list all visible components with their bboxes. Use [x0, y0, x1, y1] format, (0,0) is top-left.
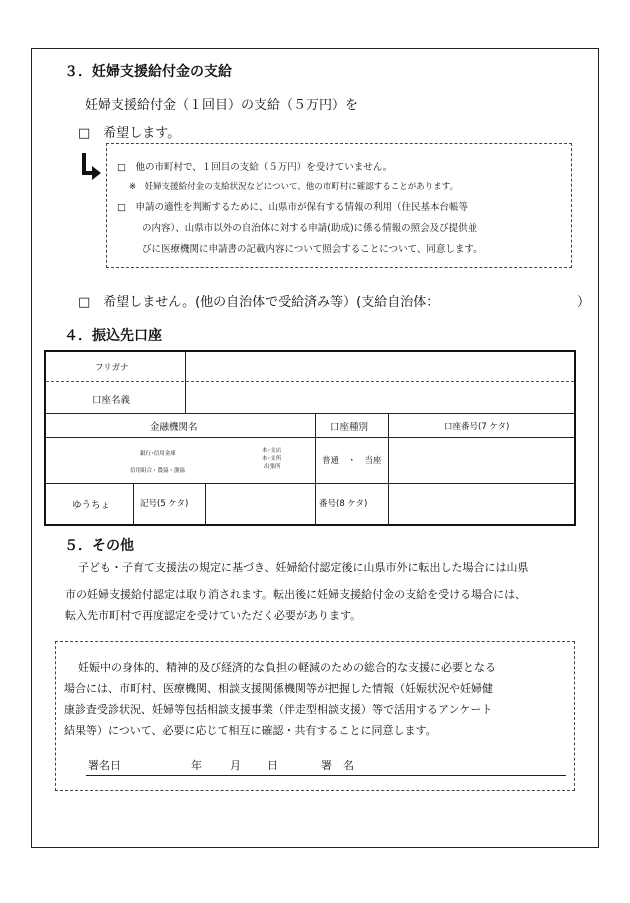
checkbox-consent-info[interactable]: □ 申請の適性を判断するために、山県市が保有する情報の利用（住民基本台帳等 [117, 202, 468, 213]
kigo-label: 記号(5 ケタ) [140, 499, 189, 509]
account-number-field[interactable] [390, 439, 573, 482]
branch-line3: 出張所 [264, 464, 281, 470]
checkbox-decline[interactable]: □ 希望しません。(他の自治体で受給済み等）(支給自治体： [78, 295, 440, 310]
kigo-field[interactable] [207, 485, 314, 523]
bank-types-line1: 銀行･信用金庫 [140, 451, 176, 457]
section3-intro: 妊婦支援給付金（１回目）の支給（５万円）を [85, 98, 359, 113]
consent-line1: 妊娠中の身体的、精神的及び経済的な負担の軽減のための総合的な支援に必要となる [78, 661, 496, 674]
bank-name-header: 金融機関名 [150, 422, 198, 433]
consent-line3: 康診査受診状況、妊婦等包括相談支援事業（伴走型相談支援）等で活用するアンケート [64, 703, 493, 716]
signature-label: 署 名 [321, 759, 354, 772]
bank-types-line2: 信用組合・農協・漁協 [130, 468, 186, 474]
day-label: 日 [267, 759, 278, 772]
consent-line2: 場合には、市町村、医療機関、相談支援関係機関等が把握した情報（妊娠状況や妊婦健 [64, 682, 493, 695]
furigana-field[interactable] [187, 354, 573, 380]
transfer-notice-line3: 転入先市町村で再度認定を受けていただく必要があります。 [65, 609, 362, 622]
account-name-label: 口座名義 [92, 395, 131, 406]
consent-info-line3: びに医療機関に申請書の記載内容について照会することについて、同意します。 [142, 244, 483, 255]
branch-line1: 本･支店 [262, 448, 282, 454]
consent-line4: 結果等）について、必要に応じて相互に確認・共有することに同意します。 [64, 724, 437, 737]
bango-field[interactable] [390, 485, 573, 523]
yucho-label: ゆうちょ [72, 500, 111, 511]
furigana-label: フリガナ [95, 363, 129, 373]
account-name-field[interactable] [187, 383, 573, 412]
confirmation-note: ※ 妊婦支援給付金の支給状況などについて、他の市町村に確認することがあります。 [129, 182, 459, 192]
section4-heading: ４．振込先口座 [64, 328, 162, 344]
decline-close-paren: ） [577, 295, 591, 310]
signature-underline [86, 775, 566, 776]
transfer-notice-line1: 子ども・子育て支援法の規定に基づき、妊婦給付認定後に山県市外に転出した場合には山県 [78, 561, 529, 574]
account-number-header: 口座番号(7 ケタ) [444, 422, 510, 432]
transfer-notice-line2: 市の妊婦支援給付認定は取り消されます。転出後に妊婦支援給付金の支給を受ける場合には、 [65, 588, 527, 601]
bango-label: 番号(8 ケタ) [319, 499, 368, 509]
arrow-down-right-icon [80, 153, 102, 183]
signature-field[interactable] [360, 752, 565, 774]
account-type-options[interactable]: 普通 ・ 当座 [322, 456, 382, 466]
sign-date-label: 署名日 [88, 759, 121, 772]
checkbox-not-received[interactable]: □ 他の市町村で、１回目の支給（５万円）を受けていません。 [117, 162, 393, 173]
section5-heading: ５．その他 [64, 538, 134, 554]
month-label: 月 [230, 759, 241, 772]
year-label: 年 [191, 759, 202, 772]
checkbox-apply[interactable]: □ 希望します。 [78, 126, 181, 141]
section3-heading: ３．妊婦支援給付金の支給 [64, 64, 232, 80]
furigana-divider [46, 381, 574, 382]
account-type-header: 口座種別 [330, 422, 369, 433]
consent-info-line2: の内容）、山県市以外の自治体に対する申請(助成)に係る情報の照会及び提供並 [142, 223, 478, 234]
branch-line2: 本･支所 [262, 456, 282, 462]
